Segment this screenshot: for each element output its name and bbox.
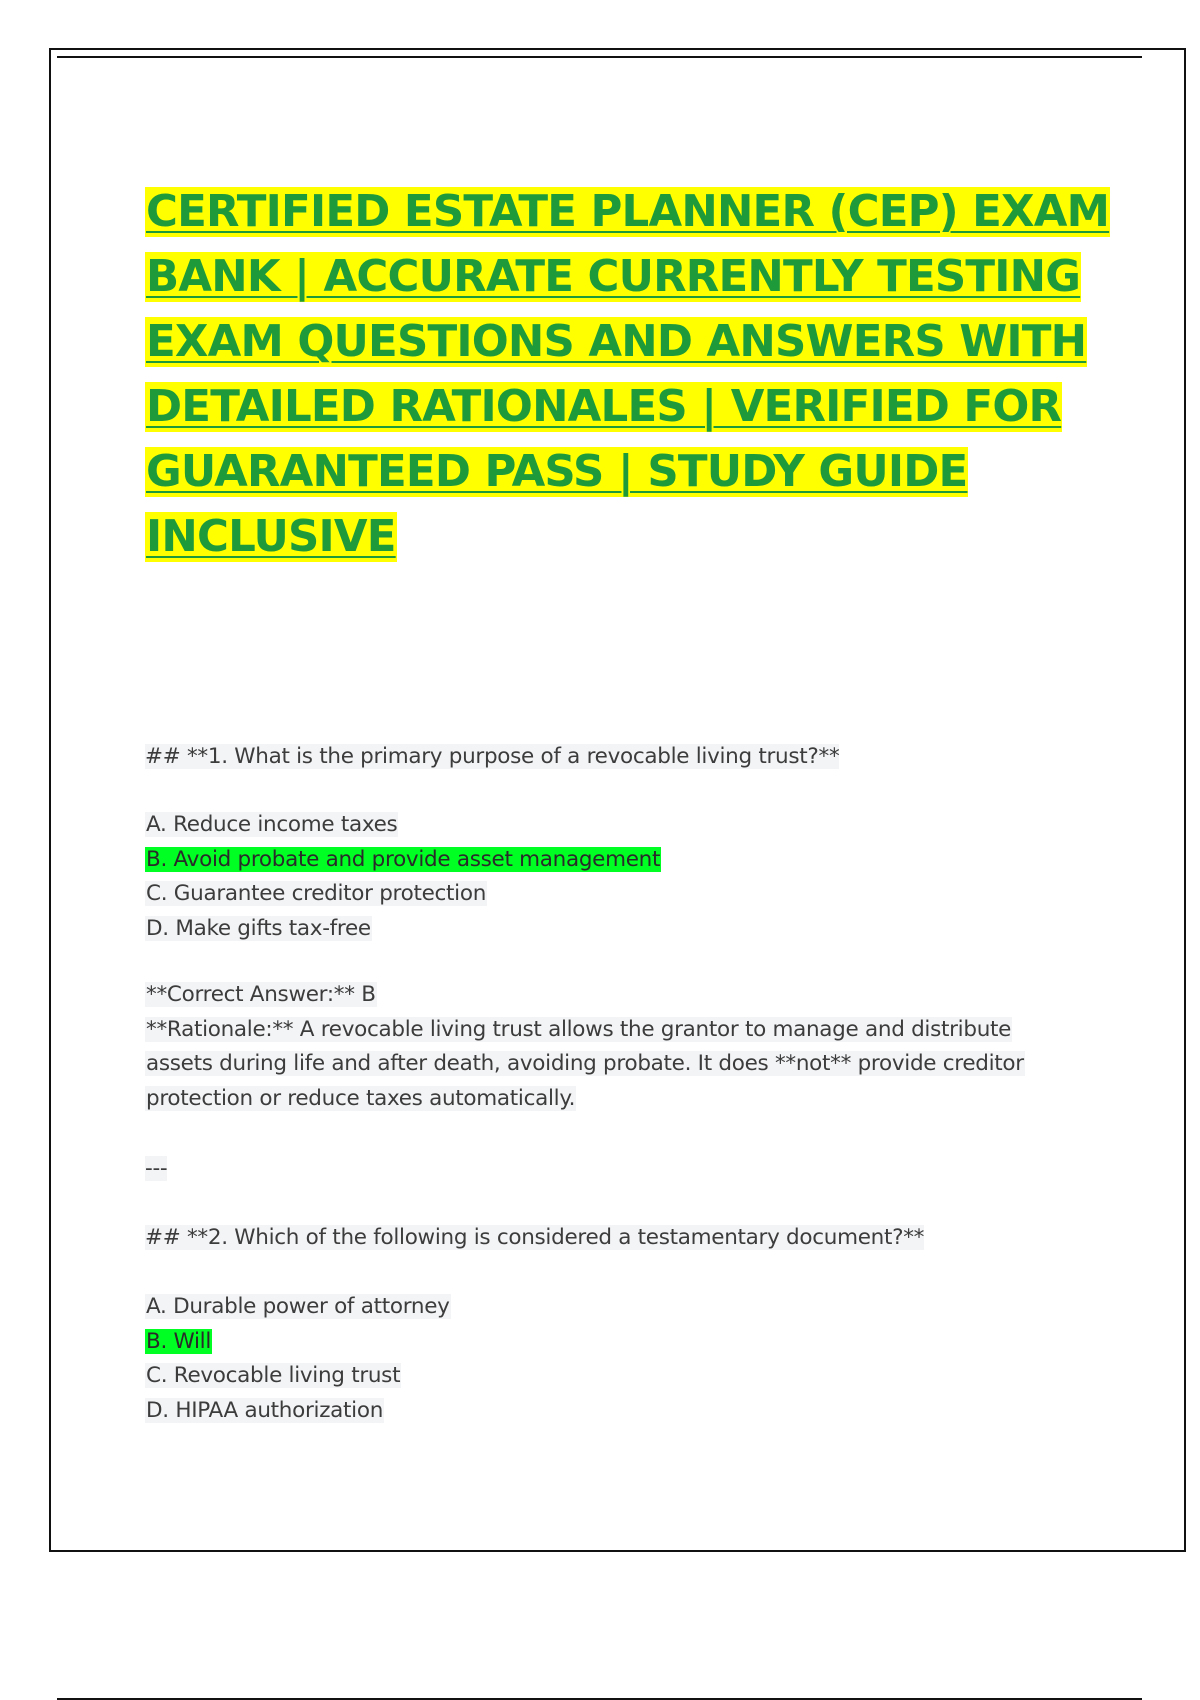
- question-2-options: [145, 1290, 451, 1428]
- option-b-correct: B. Avoid probate and provide asset management: [146, 846, 661, 872]
- option-d: D. HIPAA authorization: [146, 1397, 384, 1423]
- option-a: A. Reduce income taxes: [146, 812, 398, 837]
- title-line: BANK | ACCURATE CURRENTLY TESTING: [146, 252, 1081, 302]
- question-1-options: [145, 808, 661, 946]
- document-title: [145, 180, 1110, 570]
- title-line: EXAM QUESTIONS AND ANSWERS WITH: [146, 317, 1087, 367]
- question-2-heading: ## **2. Which of the following is considered a testamentary document?**: [145, 1225, 925, 1250]
- rationale-line: protection or reduce taxes automatically.: [146, 1085, 576, 1111]
- question-1-heading: ## **1. What is the primary purpose of a revocable living trust?**: [145, 744, 840, 769]
- title-line: CERTIFIED ESTATE PLANNER (CEP) EXAM: [146, 187, 1110, 237]
- title-line: DETAILED RATIONALES | VERIFIED FOR: [146, 382, 1062, 432]
- rationale-line: assets during life and after death, avoiding probate. It does **not** provide creditor: [146, 1051, 1024, 1076]
- option-d: D. Make gifts tax-free: [146, 915, 371, 941]
- top-rule: [57, 56, 1142, 58]
- option-c: C. Guarantee creditor protection: [146, 881, 487, 906]
- question-1-answer: [145, 978, 1025, 1116]
- option-c: C. Revocable living trust: [146, 1363, 401, 1388]
- title-line: INCLUSIVE: [146, 512, 396, 562]
- option-b-correct: B. Will: [146, 1328, 212, 1354]
- correct-answer-line: **Correct Answer:** B: [146, 982, 376, 1007]
- option-a: A. Durable power of attorney: [146, 1294, 450, 1319]
- rationale-line: **Rationale:** A revocable living trust allows the grantor to manage and distribute: [146, 1016, 1012, 1042]
- section-separator: ---: [145, 1156, 168, 1181]
- title-line: GUARANTEED PASS | STUDY GUIDE: [146, 447, 968, 497]
